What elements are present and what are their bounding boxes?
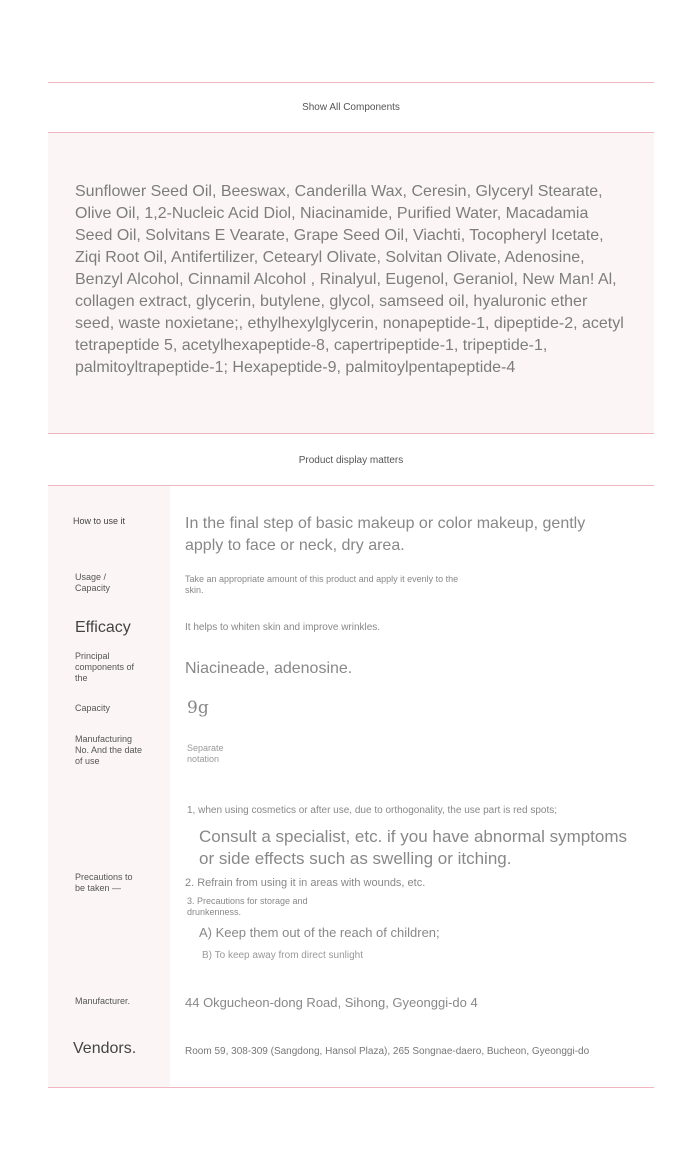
value-manufacturer: 44 Okgucheon-dong Road, Sihong, Gyeonggi-do 4	[185, 995, 478, 1010]
ingredients-list: Sunflower Seed Oil, Beeswax, Canderilla Wax, Ceresin, Glyceryl Stearate, Olive Oil, 1,2-Nucleic Acid Diol, Niacinamide, Purified Water, Macadamia Seed Oil, Solvitans E Vearate, Grape Seed Oil, Viachti, Tocopheryl Icetate, Ziqi Root Oil, Antifertilizer, Cetearyl Olivate, Solvitan Olivate, Adenosine, Benzyl Alcohol, Cinnamil Alcohol , Rinalyul, Eugenol, Geraniol, New Man! Al, collagen extract, glycerin, butylene, glycol, samseed oil, hyaluronic ether seed, waste noxietane;, ethylhexylglycerin, nonapeptide-1, dipeptide-2, acetyl tetrapeptide 5, acetylhexapeptide-8, capertripeptide-1, tripeptide-1, palmitoyltrapeptide-1; Hexapeptide-9, palmitoylpentapeptide-4	[75, 183, 624, 376]
label-manufacturer: Manufacturer.	[75, 996, 131, 1006]
label-vendors: Vendors.	[73, 1040, 137, 1057]
label-how-to-use: How to use it	[73, 516, 126, 526]
precaution-1-detail: Consult a specialist, etc. if you have abnormal symptoms or side effects such as swelling or itching.	[199, 827, 628, 868]
show-all-components-title[interactable]: Show All Components	[302, 102, 400, 113]
label-principal: Principal components of the	[75, 651, 135, 683]
value-how-to-use: In the final step of basic makeup or color makeup, gently apply to face or neck, dry area.	[185, 515, 586, 554]
precaution-1: 1, when using cosmetics or after use, due to orthogonality, the use part is red spots;	[187, 805, 558, 816]
precaution-3b: B) To keep away from direct sunlight	[202, 950, 364, 961]
label-precautions: Precautions to be taken —	[75, 872, 133, 893]
precaution-2: 2. Refrain from using it in areas with wounds, etc.	[185, 877, 426, 889]
label-usage: Usage / Capacity	[75, 572, 111, 593]
value-vendors: Room 59, 308-309 (Sangdong, Hansol Plaza), 265 Songnae-daero, Bucheon, Gyeonggi-do	[185, 1046, 590, 1057]
value-efficacy: It helps to whiten skin and improve wrinkles.	[185, 622, 381, 633]
ingredients-panel	[48, 133, 654, 433]
ingredients-bottom-divider	[48, 433, 654, 434]
value-capacity: 9g	[187, 698, 209, 718]
value-usage: Take an appropriate amount of this product and apply it evenly to the skin.	[185, 574, 459, 595]
label-capacity: Capacity	[75, 703, 111, 713]
label-efficacy: Efficacy	[75, 619, 131, 636]
value-principal: Niacineade, adenosine.	[185, 660, 353, 677]
value-manufacturing: Separate notation	[187, 743, 224, 764]
top-divider	[48, 82, 654, 83]
precaution-3: 3. Precautions for storage and drunkenness.	[187, 896, 308, 917]
precaution-3a: A) Keep them out of the reach of children;	[199, 925, 440, 940]
product-display-title: Product display matters	[298, 455, 404, 466]
label-manufacturing: Manufacturing No. And the date of use	[75, 734, 143, 766]
table-bottom-divider	[48, 1087, 654, 1088]
